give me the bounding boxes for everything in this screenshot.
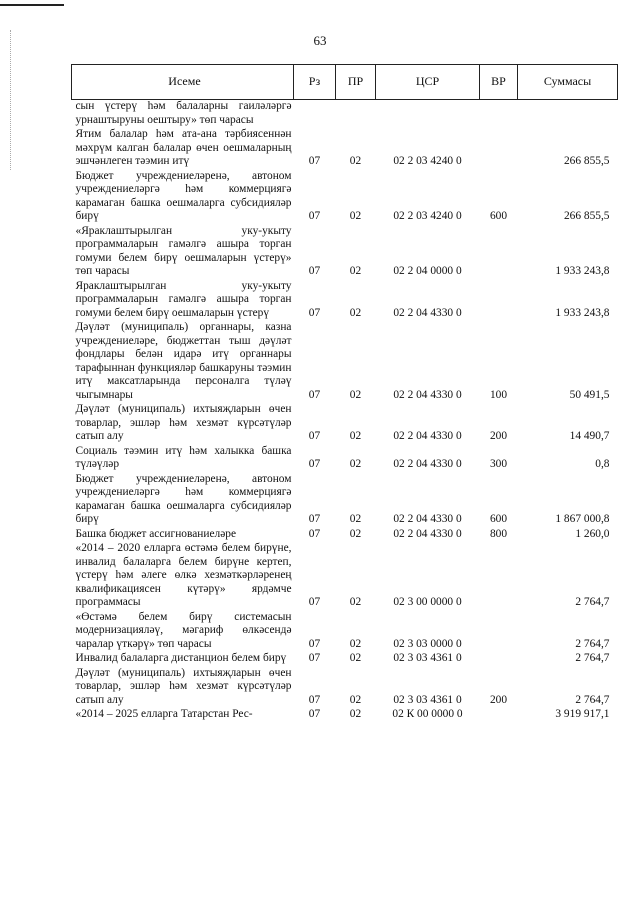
row-sum — [518, 100, 618, 129]
table-row — [72, 473, 618, 528]
row-pr: 02 — [349, 210, 362, 222]
row-vr — [480, 611, 518, 653]
row-name: Социаль тәэмин итү һәм халыкка башка түләүләр — [75, 444, 292, 470]
row-rz: 07 — [308, 155, 321, 167]
row-rz: 07 — [308, 513, 321, 525]
table-body — [72, 100, 618, 723]
row-vr: 800 — [489, 527, 508, 540]
row-sum: 2 764,7 — [575, 652, 610, 664]
row-sum: 1 867 000,8 — [555, 513, 610, 525]
row-name: «Өстәмә белем бирү системасын модернизацияләү, мәгариф өлкәсендә чаралар үткәрү» төп чарасы — [75, 610, 292, 650]
budget-table — [71, 64, 618, 723]
table-row — [72, 170, 618, 225]
row-vr: 600 — [489, 513, 508, 525]
row-name: Инвалид балаларга дистанцион белем бирү — [75, 652, 287, 664]
row-pr: 02 — [349, 652, 362, 664]
table-row — [72, 611, 618, 653]
table-row — [72, 528, 618, 543]
table-row — [72, 100, 618, 129]
row-sum: 50 491,5 — [569, 388, 610, 401]
row-name: «Яраклаштырылган уку-укыту программаларын гамәлгә ашыра торган гомуми белем бирү оешмаларын үстерү» төп чарасы — [75, 224, 292, 277]
row-csr: 02 2 04 4330 0 — [393, 430, 462, 442]
row-rz: 07 — [308, 527, 321, 540]
row-csr: 02 3 03 4361 0 — [393, 693, 462, 706]
table-header — [72, 65, 618, 100]
row-name: Башка бюджет ассигнованиеләре — [75, 527, 237, 540]
table-row — [72, 667, 618, 709]
row-csr: 02 2 04 4330 0 — [393, 527, 462, 540]
header-rz: Рз — [294, 65, 336, 100]
table-row — [72, 280, 618, 322]
row-vr — [480, 128, 518, 170]
row-pr: 02 — [349, 430, 362, 442]
row-pr: 02 — [349, 693, 362, 706]
table-row — [72, 708, 618, 723]
header-vr: ВР — [480, 65, 518, 100]
row-csr: 02 3 00 0000 0 — [393, 596, 462, 608]
top-rule — [0, 4, 64, 6]
row-rz: 07 — [308, 708, 321, 720]
row-rz: 07 — [308, 652, 321, 664]
row-pr: 02 — [349, 513, 362, 525]
row-rz: 07 — [308, 458, 321, 470]
row-csr — [376, 100, 480, 129]
row-name: Ятим балалар һәм ата-ана тәрбиясеннән мәхрүм калган балалар өчен оешмаларның эшчәнлеген тәэмин итү — [75, 128, 292, 167]
row-name: Дәүләт (муниципаль) ихтыяҗларын өчен товарлар, эшләр һәм хезмәт күрсәтүләр сатып алу — [75, 403, 292, 442]
header-pr: ПР — [336, 65, 376, 100]
row-rz: 07 — [308, 306, 321, 319]
row-vr — [480, 225, 518, 280]
scan-margin-marks — [10, 30, 13, 170]
row-csr: 02 2 04 4330 0 — [393, 306, 462, 319]
row-csr: 02 2 03 4240 0 — [393, 155, 462, 167]
row-vr: 100 — [489, 388, 508, 401]
row-pr: 02 — [349, 637, 362, 650]
row-sum: 14 490,7 — [569, 430, 610, 442]
row-rz: 07 — [308, 693, 321, 706]
row-sum: 2 764,7 — [575, 596, 610, 608]
header-csr: ЦСР — [376, 65, 480, 100]
row-rz — [294, 100, 336, 129]
table-row — [72, 128, 618, 170]
row-vr — [480, 652, 518, 667]
row-pr: 02 — [349, 306, 362, 319]
table-row — [72, 652, 618, 667]
row-sum: 3 919 917,1 — [555, 708, 610, 720]
table-row — [72, 225, 618, 280]
row-pr: 02 — [349, 388, 362, 401]
row-vr — [480, 280, 518, 322]
row-rz: 07 — [308, 210, 321, 222]
row-rz: 07 — [308, 265, 321, 277]
header-sum: Суммасы — [518, 65, 618, 100]
page-number: 63 — [313, 33, 327, 48]
row-name: «2014 – 2020 елларга өстәмә белем бирүне, инвалид балаларга белем бирүне кертеп, үстерү һәм әлеге өлкә хезмәткәрләренең квалификациясен күтәрү» ярдәмче программасы — [75, 542, 292, 608]
row-sum: 2 764,7 — [575, 693, 610, 706]
row-vr — [480, 100, 518, 129]
row-sum: 266 855,5 — [563, 155, 610, 167]
row-csr: 02 2 04 4330 0 — [393, 458, 462, 470]
row-sum: 1 260,0 — [575, 527, 610, 540]
row-pr: 02 — [349, 527, 362, 540]
row-sum: 266 855,5 — [563, 210, 610, 222]
row-csr: 02 3 03 0000 0 — [393, 637, 462, 650]
row-vr: 300 — [489, 458, 508, 470]
row-sum: 1 933 243,8 — [555, 306, 610, 319]
row-rz: 07 — [308, 596, 321, 608]
row-rz: 07 — [308, 637, 321, 650]
row-name: Яраклаштырылган уку-укыту программаларын гамәлгә ашыра торган гомуми белем бирү оешмаларын үстерү — [75, 279, 292, 319]
row-sum: 1 933 243,8 — [555, 265, 610, 277]
row-name: Бюджет учреждениеләренә, автоном учреждениеләргә һәм коммерциягә карамаган башка оешмаларга субсидияләр бирү — [75, 169, 292, 222]
row-name: Бюджет учреждениеләренә, автоном учреждениеләргә һәм коммерциягә карамаган башка оешмаларга субсидияләр бирү — [75, 472, 292, 525]
row-sum: 0,8 — [595, 458, 610, 470]
row-vr — [480, 542, 518, 611]
row-name: сын үстерү һәм балаларны гаиләләргә урнаштыруны оештыру» төп чарасы — [75, 100, 292, 126]
row-vr: 200 — [489, 430, 508, 442]
row-pr: 02 — [349, 458, 362, 470]
row-pr: 02 — [349, 265, 362, 277]
row-csr: 02 3 03 4361 0 — [393, 652, 462, 664]
row-name: «2014 – 2025 елларга Татарстан Рес- — [75, 708, 253, 720]
row-name: Дәүләт (муниципаль) органнары, казна учреждениеләре, бюджеттан тыш дәүләт фондлары белән идарә итү органнары тарафыннан функцияләр башкаруны тәэмин итү максатларында персоналга түләү чыгымнары — [75, 321, 292, 401]
row-vr — [480, 708, 518, 723]
row-vr: 600 — [489, 210, 508, 222]
row-csr: 02 2 04 4330 0 — [393, 513, 462, 525]
table-row — [72, 445, 618, 473]
row-csr: 02 2 04 4330 0 — [393, 388, 462, 401]
row-sum: 2 764,7 — [575, 637, 610, 650]
row-pr: 02 — [349, 596, 362, 608]
row-rz: 07 — [308, 388, 321, 401]
row-csr: 02 2 03 4240 0 — [393, 210, 462, 222]
row-vr: 200 — [489, 693, 508, 706]
row-csr: 02 К 00 0000 0 — [392, 708, 463, 720]
row-pr — [336, 100, 376, 129]
row-pr: 02 — [349, 708, 362, 720]
table-row — [72, 542, 618, 611]
row-pr: 02 — [349, 155, 362, 167]
table-row — [72, 321, 618, 403]
row-csr: 02 2 04 0000 0 — [393, 265, 462, 277]
row-rz: 07 — [308, 430, 321, 442]
row-name: Дәүләт (муниципаль) ихтыяҗларын өчен товарлар, эшләр һәм хезмәт күрсәтүләр сатып алу — [75, 666, 292, 706]
header-name: Исеме — [72, 65, 294, 100]
table-row — [72, 403, 618, 445]
